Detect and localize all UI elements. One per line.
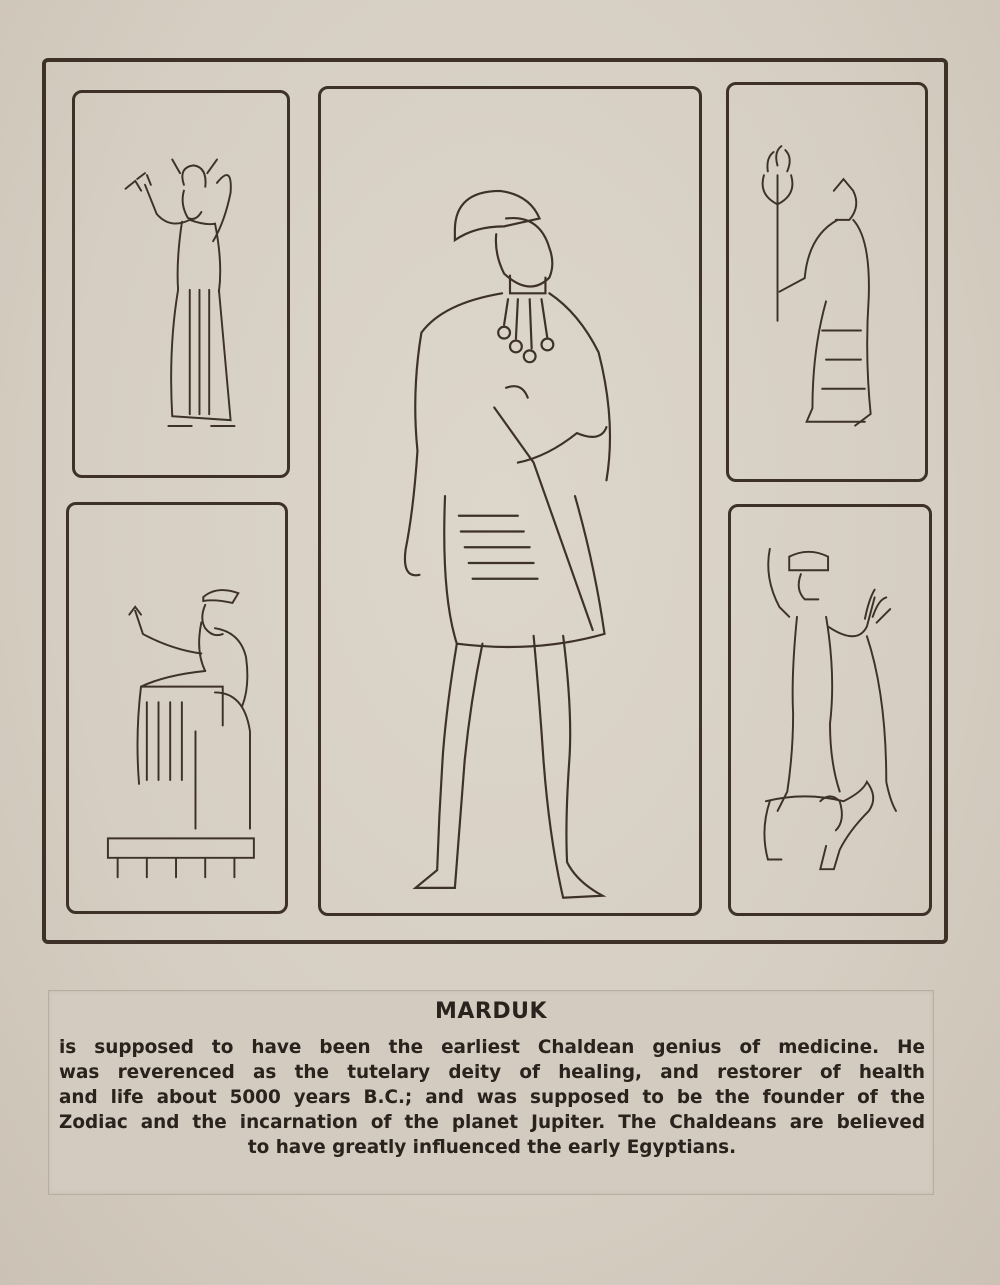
caption-line: is supposed to have been the earliest Chaldean genius of medicine. He — [59, 1037, 925, 1058]
panel-seated-figure — [66, 502, 288, 914]
caption-panel — [48, 990, 934, 1195]
caption-line: was reverenced as the tutelary deity of healing, and restorer of health — [59, 1062, 925, 1083]
caption-line: to have greatly influenced the early Egyptians. — [247, 1137, 737, 1158]
caption-line: Zodiac and the incarnation of the planet Jupiter. The Chaldeans are believed — [59, 1112, 925, 1133]
caption-text — [59, 1035, 925, 1160]
panel-figure-on-beast — [728, 504, 932, 916]
panel-marduk-figure — [318, 86, 702, 916]
caption-title: MARDUK — [434, 999, 548, 1024]
trident-figure-drawing — [729, 85, 925, 479]
marduk-figure-drawing — [321, 89, 699, 913]
figure-on-beast-drawing — [731, 507, 929, 913]
seated-figure-drawing — [69, 505, 285, 911]
caption-line: and life about 5000 years B.C.; and was supposed to be the founder of the — [59, 1087, 925, 1108]
panel-standing-horned-figure — [72, 90, 290, 478]
panel-trident-figure — [726, 82, 928, 482]
standing-horned-figure-drawing — [75, 93, 287, 475]
